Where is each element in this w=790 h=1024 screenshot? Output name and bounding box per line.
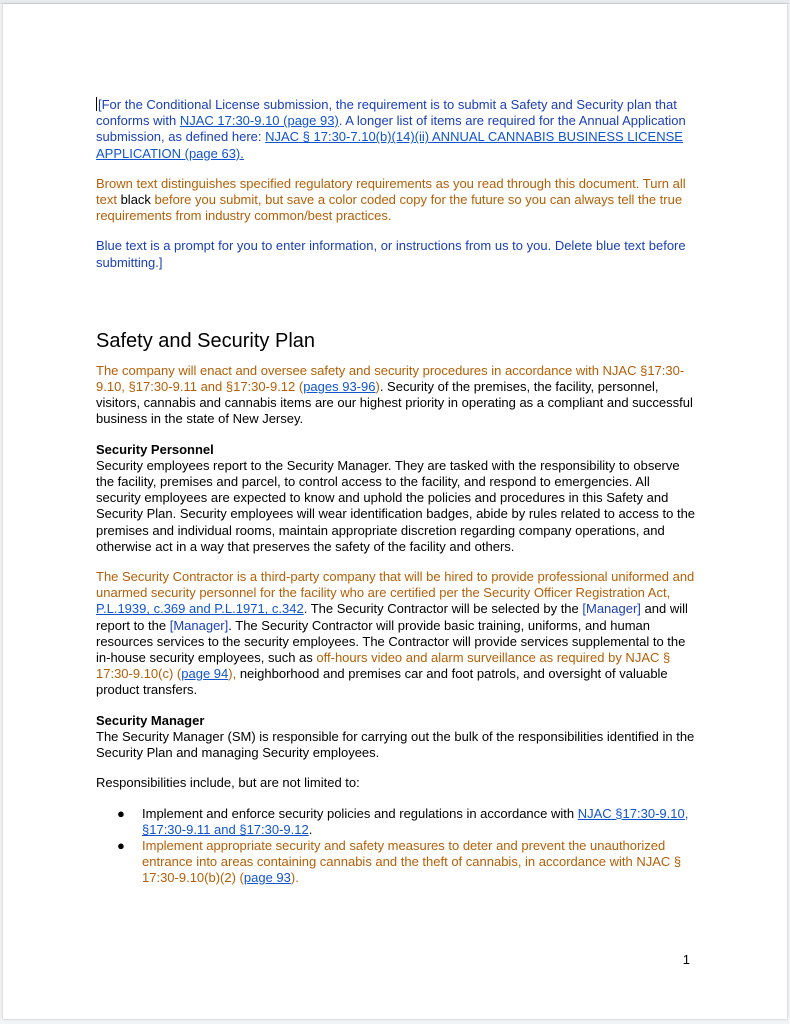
page-content (96, 97, 696, 887)
njac-7-10-link[interactable]: NJAC § 17:30-7.10(b)(14)(ii) ANNUAL CANNABIS BUSINESS LICENSE APPLICATION (page 63). (96, 129, 683, 161)
list-item: ● Implement appropriate security and safety measures to deter and prevent the unauthorized entrance into areas containing cannabis and the theft of cannabis, in accordance with NJAC § 17:30-9.10(b)(2) (page 93). (117, 837, 682, 886)
njac-sections-link[interactable]: NJAC §17:30-9.10, §17:30-9.11 and §17:30-9.12 (142, 805, 689, 837)
contractor-paragraph: The Security Contractor is a third-party company that will be hired to provide professional uniformed and unarmed security personnel for the facility who are certified per the Security Officer Registration Act, P.L.1939, c.369 and P.L.1971, c.342. The Security Contractor will be selected by the [Manager] and will report to the [Manager]. The Security Contractor will provide basic training, uniforms, and human resources services to the security employees. The Contractor will provide services supplemental to the in-house security employees, such as off-hours video and alarm surveillance as required by NJAC § 17:30-9.10(c) (page 94), neighborhood and premises car and foot patrols, and oversight of valuable product transfers. (96, 569, 695, 698)
bullet-icon: ● (117, 805, 125, 821)
overview-paragraph: The company will enact and oversee safety and security procedures in accordance with NJAC §17:30-9.10, §17:30-9.11 and §17:30-9.12 (pages 93-96). Security of the premises, the facility, personnel, visitors, cannabis and cannabis items are our highest priority in operating as a compliant and successful business in the state of New Jersey. (96, 362, 693, 427)
intro-paragraph-2: Brown text distinguishes specified regulatory requirements as you read through this document. Turn all text black before you submit, but save a color coded copy for the future so you can always tell the true requirements from industry common/best practices. (96, 175, 686, 224)
text-cursor (96, 97, 97, 111)
pages-93-96-link[interactable]: pages 93-96 (303, 379, 376, 395)
page-number: 1 (682, 952, 690, 967)
security-manager-body: The Security Manager (SM) is responsible for carrying out the bulk of the responsibilities identified in the Security Plan and managing Security employees. (96, 728, 695, 761)
intro-paragraph-3: Blue text is a prompt for you to enter information, or instructions from us to you. Delete blue text before submitting.] (96, 238, 686, 270)
responsibilities-list (96, 806, 696, 887)
list-item: ● Implement and enforce security policies and regulations in accordance with NJAC §17:30-9.10, §17:30-9.11 and §17:30-9.12. (117, 805, 689, 837)
intro-paragraph-1: [For the Conditional License submission, the requirement is to submit a Safety and Security plan that conforms with NJAC 17:30-9.10 (page 93). A longer list of items are required for the Annual Application submission, as defined here: NJAC § 17:30-7.10(b)(14)(ii) ANNUAL CANNABIS BUSINESS LICENSE APPLICATION (page 63). (96, 97, 686, 161)
security-personnel-body: Security employees report to the Security Manager. They are tasked with the responsibility to observe the facility, premises and parcel, to control access to the facility, and respond to emergencies. All security employees are expected to know and uphold the policies and procedures in this Safety and Security Plan. Security employees will wear identification badges, abide by rules related to access to the premises and individual rooms, maintain appropriate discretion regarding company operations, and otherwise act in a way that preserves the safety of the facility and others. (96, 457, 696, 554)
pl-1939-link[interactable]: P.L.1939, c.369 and P.L.1971, c.342 (96, 601, 304, 617)
page-93-link[interactable]: page 93 (243, 870, 291, 886)
bullet-icon: ● (117, 837, 125, 853)
page-94-link[interactable]: page 94 (181, 666, 229, 682)
document-page (3, 4, 787, 1019)
security-personnel-title: Security Personnel (96, 441, 214, 457)
njac-9-10-link[interactable]: NJAC 17:30-9.10 (page 93) (179, 113, 339, 129)
security-manager-title: Security Manager (96, 712, 205, 728)
responsibilities-intro: Responsibilities include, but are not limited to: (96, 775, 360, 791)
section-heading: Safety and Security Plan (96, 329, 316, 352)
